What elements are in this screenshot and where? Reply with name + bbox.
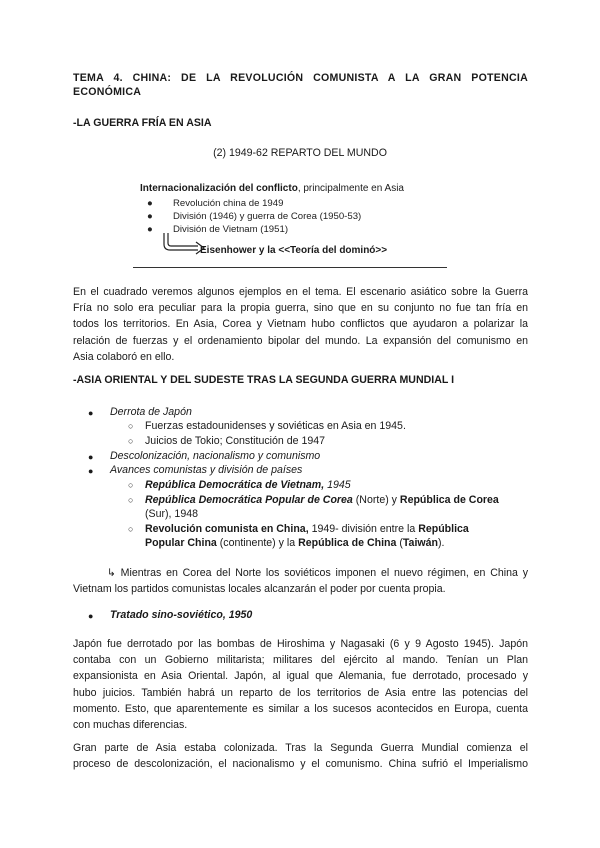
figure-title-bold: Internacionalización del conflicto <box>140 183 298 194</box>
list-item: ● Avances comunistas y división de países <box>88 464 303 476</box>
sub-list-item: ○ Juicios de Tokio; Constitución de 1947 <box>128 435 326 447</box>
note-paragraph: ↳ Mientras en Corea del Norte los soviéticos imponen el nuevo régimen, en China y Vietnam los partidos comunistas locales alcanzarán el poder por cuenta propia. <box>73 567 528 595</box>
document-title <box>73 71 528 99</box>
figure-item: ● Revolución china de 1949 <box>147 198 284 209</box>
sub-list-item-continuation: (Sur), 1948 <box>145 508 198 520</box>
sub-list-item: ○ Revolución comunista en China, 1949- división entre la República <box>128 523 469 535</box>
sub-list-item: ○ Fuerzas estadounidenses y soviéticas en Asia en 1945. <box>128 420 406 432</box>
list-item: ● Derrota de Japón <box>88 406 192 418</box>
section-heading-east-asia: -ASIA ORIENTAL Y DEL SUDESTE TRAS LA SEGUNDA GUERRA MUNDIAL I <box>73 374 455 386</box>
sub-list-item: ○ República Democrática de Vietnam, 1945 <box>128 479 351 491</box>
title-line-1: TEMA 4. CHINA: DE LA REVOLUCIÓN COMUNISTA A LA GRAN POTENCIA <box>73 72 528 84</box>
title-line-2: ECONÓMICA <box>73 86 142 98</box>
section-heading-cold-war: -LA GUERRA FRÍA EN ASIA <box>73 117 212 129</box>
figure-caption: (2) 1949-62 REPARTO DEL MUNDO <box>213 147 387 159</box>
figure-arrow-text: Eisenhower y la <<Teoría del dominó>> <box>200 245 388 256</box>
paragraph-intro: En el cuadrado veremos algunos ejemplos en el tema. El escenario asiático sobre la Guerra Fría no solo era peculiar para la propia guerra, sino que en su conjunto no fue tan fría en todos los territorios. En Asia, Corea y Vietnam hubo conflictos que ayudaron a polarizar la relación de fuerzas y el ordenamiento bipolar del mundo. La expansión del comunismo en Asia colaboró en ello. <box>73 286 528 363</box>
sub-list-item-continuation: Popular China (continente) y la República de China (Taiwán). <box>145 537 445 549</box>
figure-title <box>140 183 404 194</box>
figure-item: ● División de Vietnam (1951) <box>147 224 289 235</box>
figure-divider <box>133 267 447 268</box>
figure-title-rest: , principalmente en Asia <box>297 183 404 194</box>
paragraph-japan: Japón fue derrotado por las bombas de Hiroshima y Nagasaki (6 y 9 Agosto 1945). Japón contaba con un Gobierno militarista; militares del ejército al mando. Tenían un Plan expansionista en Asia Oriental. Japón, al igual que Alemania, fue derrotado, procesado y hubo juicios. También habrá un reparto de los territorios de Asia entre las potencias del momento. Esto, que aparentemente es similar a los sucesos acontecidos en Europa, cuenta con muchas diferencias. <box>73 638 528 732</box>
paragraph-decolonization: Gran parte de Asia estaba colonizada. Tras la Segunda Guerra Mundial comienza el proceso de descolonización, el nacionalismo y el comunismo. China sufrió el Imperialismo <box>73 742 528 771</box>
sub-list-item: ○ República Democrática Popular de Corea (Norte) y República de Corea <box>128 494 499 506</box>
list-item: ● Tratado sino-soviético, 1950 <box>88 609 253 621</box>
figure-item: ● División (1946) y guerra de Corea (1950-53) <box>147 211 362 222</box>
list-item: ● Descolonización, nacionalismo y comunismo <box>88 450 321 462</box>
